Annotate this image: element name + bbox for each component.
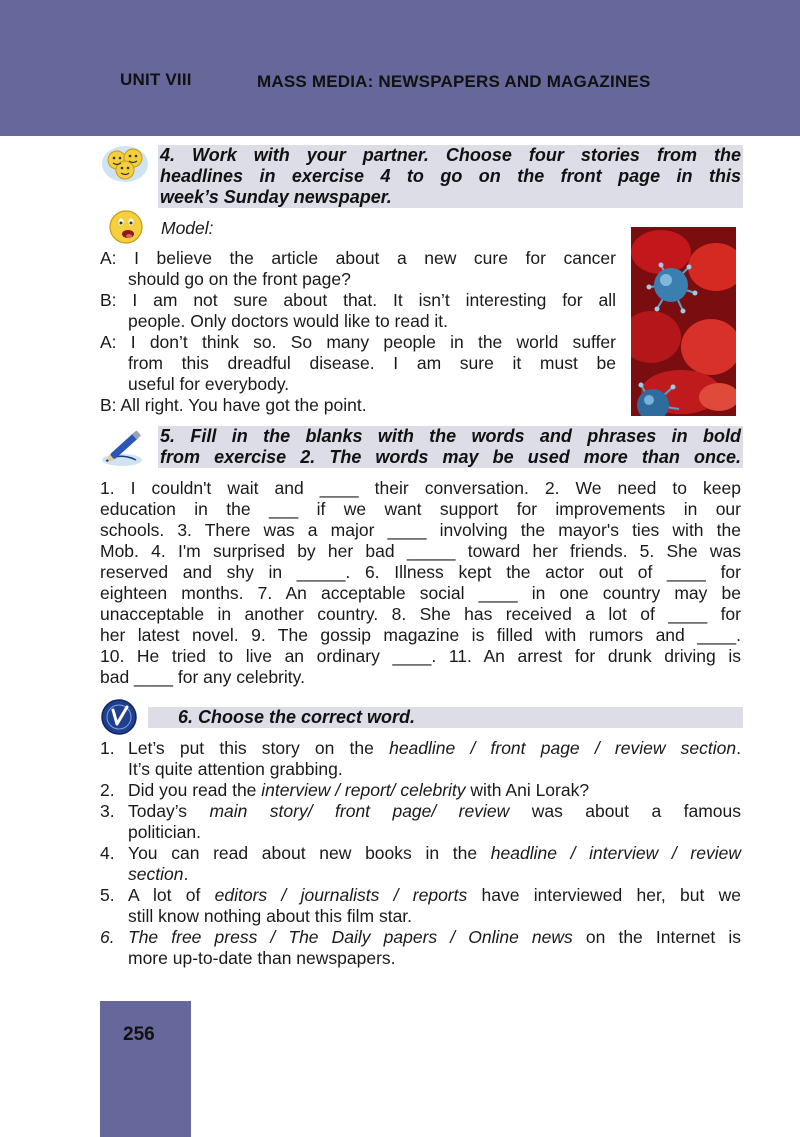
- choice-item: [128, 801, 741, 843]
- choice-options: main story/ front page/ review: [209, 801, 510, 821]
- item-text: politician.: [128, 822, 201, 842]
- item-number: 4.: [100, 843, 115, 863]
- item-number: 5.: [100, 885, 115, 905]
- exercise-5-paragraph: [100, 478, 741, 688]
- page-number: 256: [123, 1024, 155, 1045]
- item-text: .: [736, 738, 741, 758]
- group-smileys-icon: [100, 142, 150, 184]
- item-text: It’s quite attention grabbing.: [128, 759, 343, 779]
- paragraph-line: reserved and shy in _____. 6. Illness kept the actor out of ____ for: [100, 562, 741, 582]
- ex5-line-2: from exercise 2. The words may be used more than once.: [160, 447, 741, 467]
- exercise-5-instruction: [158, 426, 743, 468]
- paragraph-line: education in the ___ if we want support for improvements in our: [100, 499, 741, 519]
- item-text: Did you read the: [128, 780, 262, 800]
- choice-item: [128, 780, 741, 801]
- item-text: A lot of: [128, 885, 215, 905]
- ex4-line-2: headlines in exercise 4 to go on the front page in this: [160, 166, 741, 186]
- dialogue-text: A: I believe the article about a new cure for cancer: [100, 248, 616, 268]
- item-text: have interviewed her, but we: [467, 885, 741, 905]
- paragraph-line: unacceptable in another country. 8. She has received a lot of ____ for: [100, 604, 741, 624]
- dialogue-text: people. Only doctors would like to read it.: [128, 311, 449, 331]
- item-number: 1.: [100, 738, 115, 758]
- paragraph-line: eighteen months. 7. An acceptable social ____ in one country may be: [100, 583, 741, 603]
- choice-item: [128, 885, 741, 927]
- choice-options: interview / report/ celebrity: [261, 780, 466, 800]
- paragraph-line: her latest novel. 9. The gossip magazine is filled with rumors and ____.: [100, 625, 741, 645]
- ex4-line-1: 4. Work with your partner. Choose four stories from the: [160, 145, 741, 165]
- model-label: Model:: [161, 218, 214, 238]
- item-text: You can read about new books in the: [128, 843, 491, 863]
- item-text: Let’s put this story on the: [128, 738, 390, 758]
- paragraph-line: schools. 3. There was a major ____ involving the mayor's ties with the: [100, 520, 741, 540]
- paragraph-line: 10. He tried to live an ordinary ____. 11. An arrest for drunk driving is: [100, 646, 741, 666]
- exercise-6-instruction: [148, 707, 743, 728]
- exercise-4-instruction: [158, 145, 743, 208]
- paragraph-line: 1. I couldn't wait and ____ their conversation. 2. We need to keep: [100, 478, 741, 498]
- choice-options: section: [128, 864, 184, 884]
- virus-illustration: [631, 227, 736, 416]
- paragraph-line: bad ____ for any celebrity.: [100, 667, 305, 687]
- item-text: Today’s: [128, 801, 210, 821]
- unit-label: UNIT VIII: [120, 70, 192, 89]
- dialogue-text: should go on the front page?: [128, 269, 351, 289]
- ex4-line-3: week’s Sunday newspaper.: [160, 187, 392, 207]
- pen-writing-icon: [100, 424, 150, 468]
- item-number: 3.: [100, 801, 115, 821]
- choice-options: headline / interview / review: [490, 843, 742, 863]
- item-number: 2.: [100, 780, 115, 800]
- choice-item: [128, 738, 741, 780]
- dialogue-line-b1: [100, 290, 616, 332]
- choice-options: headline / front page / review section: [389, 738, 737, 758]
- choice-options: editors / journalists / reports: [214, 885, 468, 905]
- choice-options: The free press / The Daily papers / Online news: [128, 927, 573, 947]
- dialogue-text: B: I am not sure about that. It isn’t interesting for all: [100, 290, 616, 310]
- page-header: [0, 0, 800, 136]
- dialogue-line-a1: [100, 248, 616, 290]
- item-text: was about a famous: [509, 801, 742, 821]
- choice-item: [128, 843, 741, 885]
- item-text: with Ani Lorak?: [465, 780, 590, 800]
- item-text: .: [183, 864, 189, 884]
- checkmark-circle-icon: [100, 698, 138, 736]
- chapter-title: MASS MEDIA: NEWSPAPERS AND MAGAZINES: [257, 72, 651, 91]
- choice-item: [128, 927, 741, 969]
- page-footer: [100, 1001, 191, 1137]
- item-text: on the Internet is: [572, 927, 741, 947]
- ex6-title: 6. Choose the correct word.: [178, 707, 416, 727]
- dialogue-text: B: All right. You have got the point.: [100, 395, 367, 415]
- paragraph-line: Mob. 4. I'm surprised by her bad _____ toward her friends. 5. She was: [100, 541, 741, 561]
- ex5-line-1: 5. Fill in the blanks with the words and phrases in bold: [160, 426, 741, 446]
- smiley-face-icon: [108, 209, 146, 245]
- dialogue-line-a2: [100, 332, 616, 395]
- dialogue-line-b2: [100, 395, 616, 416]
- item-number: 6.: [100, 927, 115, 947]
- dialogue-text: useful for everybody.: [128, 374, 290, 394]
- dialogue-text: A: I don’t think so. So many people in the world suffer: [100, 332, 616, 352]
- item-text: more up-to-date than newspapers.: [128, 948, 396, 968]
- dialogue-text: from this dreadful disease. I am sure it must be: [128, 353, 616, 373]
- item-text: still know nothing about this film star.: [128, 906, 413, 926]
